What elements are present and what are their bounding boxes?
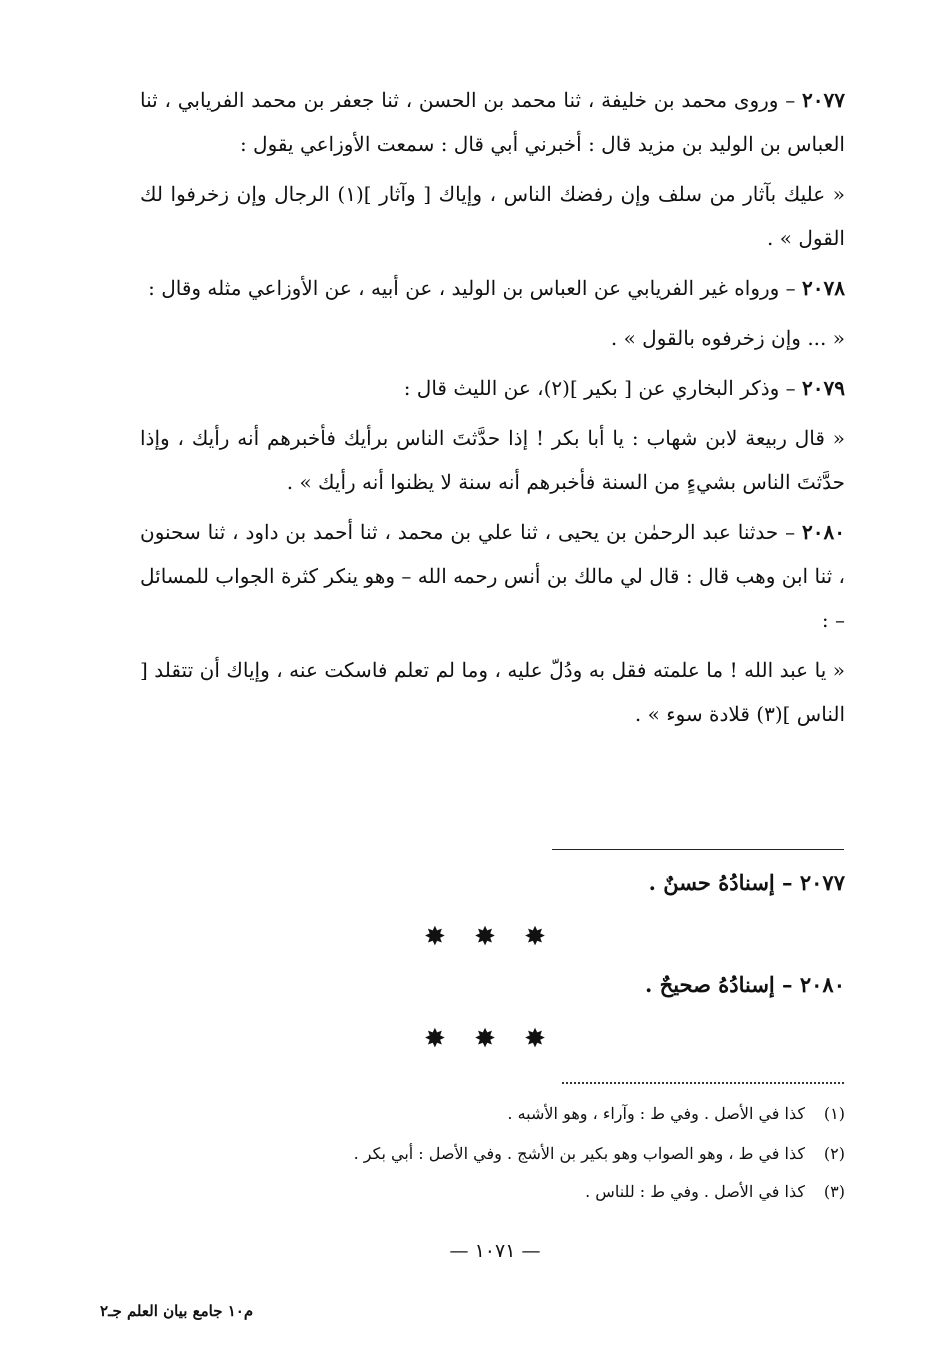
quote-2079 — [140, 416, 845, 504]
footnote-2 — [140, 1144, 845, 1163]
quote-2078 — [140, 316, 845, 360]
grading-note-2077 — [140, 870, 845, 895]
footnote-text: كذا في الأصل . وفي ط : وآراء ، وهو الأشبه . — [507, 1104, 805, 1123]
quote-text: « عليك بآثار من سلف وإن رفضك الناس ، وإياك [ وآثار ](١) الرجال وإن زخرفوا لك القول » . — [140, 182, 845, 250]
footnote-3 — [140, 1182, 845, 1201]
quote-2077 — [140, 172, 845, 260]
footnote-text: كذا في ط ، وهو الصواب وهو بكير بن الأشج . وفي الأصل : أبي بكر . — [353, 1144, 805, 1163]
footnote-1 — [140, 1104, 845, 1123]
hadith-2079 — [140, 366, 845, 410]
stars-divider: ✸ ✸ ✸ — [424, 1024, 556, 1054]
note-number: ٢٠٨٠ — [799, 972, 845, 997]
entry-text: – وذكر البخاري عن [ بكير ](٢)، عن الليث قال : — [403, 376, 796, 400]
footnote-text: كذا في الأصل . وفي ط : للناس . — [585, 1182, 805, 1201]
note-text: – إسنادُهُ صحيحٌ . — [645, 972, 793, 997]
quote-text: « يا عبد الله ! ما علمته فقل به ودُلّ عليه ، وما لم تعلم فاسكت عنه ، وإياك أن تتقلد [ الناس ](٣) قلادة سوء » . — [140, 658, 845, 726]
hadith-2078 — [140, 266, 845, 310]
quote-text: « قال ربيعة لابن شهاب : يا أبا بكر ! إذا حدَّثتَ الناس برأيك فأخبرهم أنه رأيك ، وإذا حدَّثتَ الناس بشيءٍ من السنة فأخبرهم أنه سنة لا يظنوا أنه رأيك » . — [140, 426, 845, 494]
entry-text: – وروى محمد بن خليفة ، ثنا محمد بن الحسن ، ثنا جعفر بن محمد الفريابي ، ثنا العباس بن الوليد بن مزيد قال : أخبرني أبي قال : سمعت الأوزاعي يقول : — [140, 88, 845, 156]
entry-text: – حدثنا عبد الرحمٰن بن يحيى ، ثنا علي بن محمد ، ثنا أحمد بن داود ، ثنا سحنون ، ثنا ابن وهب قال : قال لي مالك بن أنس رحمه الله – وهو ينكر كثرة الجواب للمسائل – : — [140, 520, 845, 632]
entry-number: ٢٠٧٧ — [802, 88, 845, 112]
hadith-2080 — [140, 510, 845, 642]
signature-mark: م١٠ جامع بيان العلم جـ٢ — [100, 1302, 254, 1320]
note-number: ٢٠٧٧ — [799, 870, 845, 895]
quote-2080 — [140, 648, 845, 736]
entry-number: ٢٠٧٩ — [802, 376, 845, 400]
hadith-2077 — [140, 78, 845, 166]
page-number: — ١٠٧١ — — [449, 1240, 541, 1262]
stars-divider: ✸ ✸ ✸ — [424, 922, 556, 952]
entry-number: ٢٠٧٨ — [802, 276, 845, 300]
entry-text: – ورواه غير الفريابي عن العباس بن الوليد ، عن أبيه ، عن الأوزاعي مثله وقال : — [148, 276, 796, 300]
quote-text: « ... وإن زخرفوه بالقول » . — [610, 326, 845, 350]
footnote-separator — [562, 1082, 844, 1084]
entry-number: ٢٠٨٠ — [802, 520, 846, 544]
footnote-number: (٣) — [823, 1182, 845, 1201]
main-text — [140, 78, 845, 742]
note-text: – إسنادُهُ حسنٌ . — [648, 870, 793, 895]
footnote-number: (٢) — [823, 1144, 845, 1163]
notes-separator — [552, 849, 844, 850]
grading-note-2080 — [140, 972, 845, 997]
footnote-number: (١) — [823, 1104, 845, 1123]
